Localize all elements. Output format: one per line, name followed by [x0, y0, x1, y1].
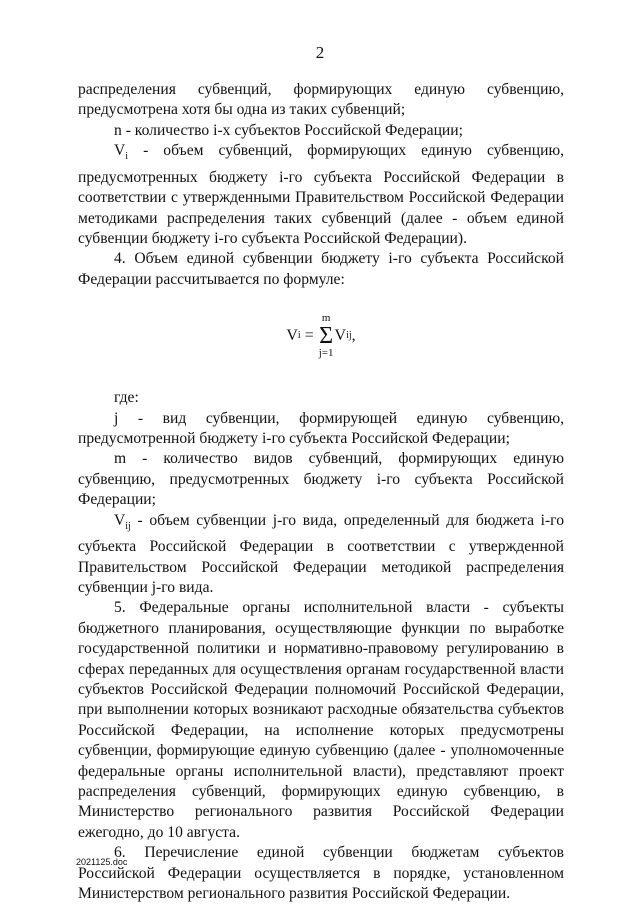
vi-symbol: V	[114, 142, 126, 160]
formula-tail: ,	[351, 326, 356, 344]
definition-m: m - количество видов субвенций, формирующих единую субвенцию, предусмотренных бюджету i-го субъекта Российской Федерации;	[78, 450, 564, 509]
sum-lower-limit: j=1	[318, 347, 334, 360]
definition-vij	[78, 511, 564, 599]
paragraph-5: 5. Федеральные органы исполнительной власти - субъекты бюджетного планирования, осуществляющие функции по выработке государственной политики и нормативно-правовому регулированию в сферах переданных для осуществления органам государственной власти субъектов Российской Федерации полномочий Российской Федерации, при выполнении которых возникают расходные обязательства субъектов Российской Федерации, на исполнение которых предусмотрены субвенции, формирующие единую субвенцию (далее - уполномоченные федеральные органы исполнительной власти), представляют проект распределения субвенций, формирующих единую субвенцию, в Министерство регионального развития Российской Федерации ежегодно, до 10 августа.	[78, 599, 564, 841]
continuation-line-2: предусмотрена хотя бы одна из таких субвенций;	[78, 101, 406, 119]
paragraph-6: 6. Перечисление единой субвенции бюджетам субъектов Российской Федерации осуществляется в порядке, установленном Министерством регионального развития Российской Федерации.	[78, 844, 564, 903]
page-number: 2	[315, 43, 325, 62]
paragraph-4: 4. Объем единой субвенции бюджету i-го субъекта Российской Федерации рассчитывается по формуле:	[78, 250, 564, 288]
where-label: где:	[114, 389, 139, 407]
vi-text: - объем субвенций, формирующих единую субвенцию, предусмотренных бюджету i-го субъекта Российской Федерации в соответствии с утвержденными Правительством Российской Федерации методиками распределения таких субвенций (далее - объем единой субвенции бюджету i-го субъекта Российской Федерации).	[78, 142, 564, 247]
formula-lhs-subscript: i	[297, 329, 301, 341]
formula-rhs-subscript: ij	[346, 329, 352, 341]
sum-operator	[319, 313, 334, 359]
sum-upper-limit: m	[321, 312, 331, 325]
formula-rhs: V	[334, 326, 347, 344]
formula-equals: =	[300, 326, 318, 344]
definition-vi	[78, 141, 564, 249]
file-name-footer: 2021125.doc	[76, 857, 128, 867]
vij-subscript: ij	[125, 520, 131, 532]
definition-j: j - вид субвенции, формирующей единую субвенцию, предусмотренной бюджету i-го субъекта Российской Федерации;	[78, 409, 564, 447]
formula	[78, 298, 564, 374]
definition-n: n - количество i-х субъектов Российской Федерации;	[114, 121, 463, 139]
vij-text: - объем субвенции j-го вида, определенный для бюджета i-го субъекта Российской Федерации в соответствии с утвержденной Правительством Российской Федерации методикой распределения субвенции j-го вида.	[78, 511, 564, 596]
vij-symbol: V	[114, 511, 126, 529]
continuation-line-1: распределения субвенций, формирующих единую субвенцию,	[78, 81, 564, 98]
formula-lhs: V	[286, 326, 298, 344]
vi-subscript: i	[125, 151, 129, 163]
sigma-symbol: Σ	[319, 323, 334, 350]
document-body	[78, 80, 564, 904]
